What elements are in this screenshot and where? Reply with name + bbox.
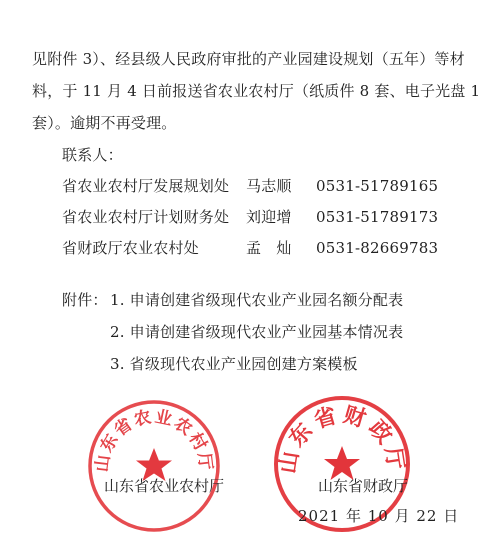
contact-department: 省农业农村厅发展规划处 — [62, 177, 230, 195]
left-seal-text: 山东省农业农村厅 — [92, 406, 216, 474]
document-date: 2021 年 10 月 22 日 — [298, 507, 460, 525]
issuer-right: 山东省财政厅 — [318, 477, 409, 495]
contact-name: 马志顺 — [246, 177, 292, 195]
contact-phone: 0531-82669783 — [316, 239, 439, 257]
contact-name: 孟 灿 — [246, 239, 292, 257]
contact-name: 刘迎增 — [246, 208, 292, 226]
paragraph-line-2: 料，于 11 月 4 日前报送省农业农村厅（纸质件 8 套、电子光盘 1 — [32, 82, 481, 100]
contact-phone: 0531-51789173 — [316, 208, 439, 226]
left-official-seal — [86, 398, 225, 534]
attachment-item: 1. 申请创建省级现代农业产业园名额分配表 — [110, 291, 404, 309]
paragraph-line-3: 套）。逾期不再受理。 — [32, 114, 177, 132]
right-seal-star-icon — [324, 446, 360, 480]
attachment-item: 3. 省级现代农业产业园创建方案模板 — [110, 355, 358, 373]
attachment-item: 2. 申请创建省级现代农业产业园基本情况表 — [110, 323, 404, 341]
attachments-label: 附件： — [62, 291, 108, 309]
paragraph-line-1: 见附件 3）、经县级人民政府审批的产业园建设规划（五年）等材 — [32, 50, 465, 68]
contact-row — [62, 238, 492, 258]
right-seal-text: 山东省财政厅 — [275, 402, 409, 476]
issuer-left: 山东省农业农村厅 — [104, 477, 225, 495]
contact-department: 省农业农村厅计划财务处 — [62, 208, 230, 226]
contact-phone: 0531-51789165 — [316, 177, 439, 195]
contact-department: 省财政厅农业农村处 — [62, 239, 199, 257]
contact-row — [62, 207, 492, 227]
contact-row — [62, 176, 492, 196]
contacts-heading: 联系人： — [62, 146, 123, 164]
